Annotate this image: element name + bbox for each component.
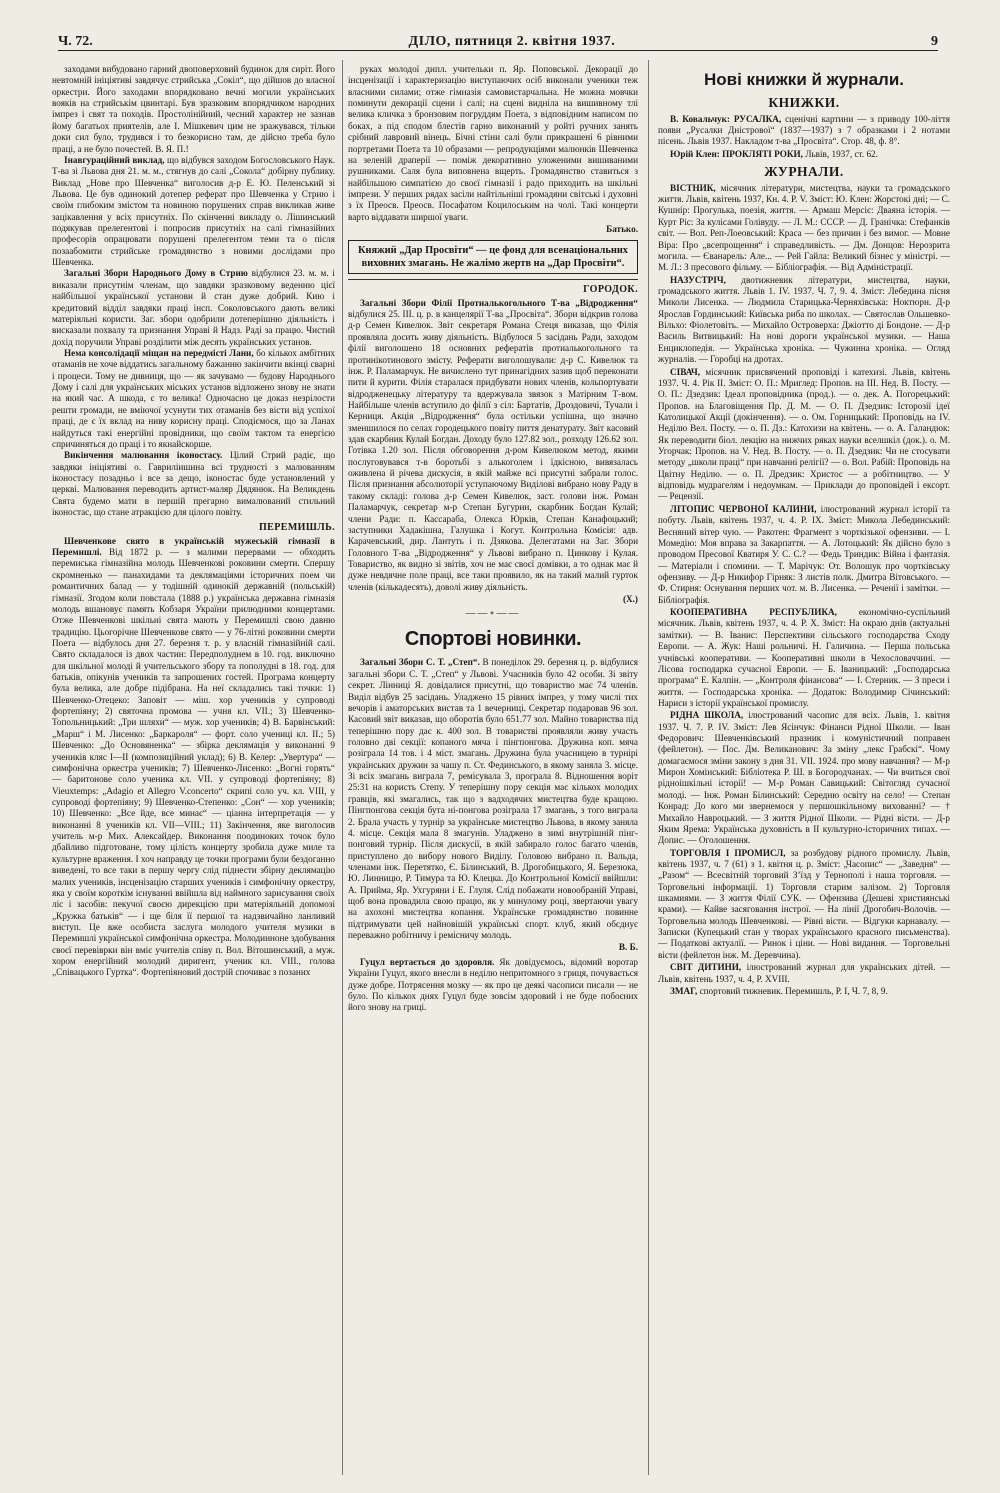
article-paragraph: [348, 957, 638, 1014]
article-lead: Загальні Збори Філії Протиалькогольного Т-ва „Відродження“: [360, 297, 638, 308]
entry-title: НАЗУСТРІЧ,: [670, 274, 726, 285]
entry-title: Юрій Клен: ПРОКЛЯТІ РОКИ,: [670, 148, 803, 159]
article-paragraph: [52, 348, 335, 450]
article-paragraph: [52, 536, 335, 979]
section-heading: ПЕРЕМИШЛЬ.: [259, 522, 335, 534]
books-heading: КНИЖКИ.: [768, 94, 840, 110]
entry-title: В. Ковальчук: РУСАЛКА,: [670, 113, 782, 124]
entry-description: ілюстрований журнал історії та побуту. Львів, квітень 1937, ч. 4. Р. IX. Зміст: Микола Лебединський: Весняний вітер чую. — Ракотен: Фрагмент з чорткізької офензиви. — І. Момедію: Моя вправа за Закарпаття. — А. Лотоцький: Як дійсно було з проводом Пресової Кватиря У. С. С.? — Федь Триндик: Війна і фантазія. — Матеріали і спомини. — Т. Марічук: От. Волошук про чортківську офензиву. — Д-р Никифор Гірняк: З листів полк. Дмитра Вітовського. — Ф. Стирня: Оснування перших чот. м. В. Лисенка. — Реченії і замітки. — Бібліографія.: [658, 503, 950, 605]
author-signature: Батько.: [606, 224, 638, 235]
catalog-entry: [658, 710, 950, 846]
issue-number: Ч. 72.: [58, 34, 93, 49]
article-text: відбулися 23. м. м. і виказали присутнім членам, що завдяки зразковому веденню цієї найбільшої української установи й стан дуже добрий. Кию і кредитовий відділ завдяки праці інсп. Соколовського дають великі матеріяльні користи. Заг. збори одобрили дотеперішню діяльність і висказали похвалу та признання Управі й Надз. Раді за працю. Чистий дохід поручили Управі розділити між десять українських установ.: [52, 268, 335, 347]
catalog-entry: [658, 607, 950, 709]
article-text: що відбувся заходом Богословського Наук. Т-ва зі Львова дня 21. м. м., стягнув до салі „Сокола“ добірну публику. Виклад „Нове про Шевченка“ виголосив д-р Е. Ю. Пеленський зі Львова. Це був одинокий дотепер реферат про Шевченка у Стрию і своїм глибоким змістом та новиною порушених справ викликав живе зацікавлення у всіх присутніх. По скінченні викладу о. Лішинський подякував прелегентові і попросив присутніх на салі гімназійних професорів опрацювати порушені прелегентом теми та о після позаабомити стрийське громадянство з новими дослідами про Шевченка.: [52, 154, 335, 268]
article-lead: Інавгураційний виклад,: [64, 154, 165, 165]
article-lead: Викінчення малювання іконостасу.: [64, 450, 223, 461]
entry-description: ілюстрований часопис для всіх. Львів, 1. квітня 1937. Ч. 7. Р. IV. Зміст: Лев Ясінчук: Фінанси Рідної Школи. — Іван Федорович: Шевченківський празник і комуністичний поправен (фейлетон). — Пос. Дм. Великанович: За зміну „лекс Грабскі“. Чому домагаємося зміни закону з дня 31. VII. 1924. про мову навчання? — М-р Мирон Хомінський: Бібліотека Р. Ш. в Богородчанах. — Чи вчиться свої рідноішкільні історії! — М-р Роман Савицький: Світогляд сучасної молоді. — Інж. Роман Білинський: Середню освіту на село! — Степан Конрад: До кого ми звернемося у першошкільному вихованні? — † Михайло Навроцький. — З життя Рідної Школи. — Рідні вісти. — Д-р Яким Ярема: Українська духовність в II культурно-історичних типах. — Допис. — Оголошення.: [658, 710, 950, 846]
article-text: відбулися 25. ІІІ. ц. р. в канцелярії Т-ва „Просвіта“. Збори відкрив голова д-р Семен Кивелюк. Звіт секретаря Романа Стеця виказав, що Філія проявляла досить живу діяльність. Відбулося 5 засідань Ради, заходом філії виголошено 18 основних рефератів протиалькогольного та протинікотинового змісту. Реферати виголошували: д-р С. Кивелюк та інж. Р. Паламарчук. Не вичислено тут принагідних зазив щоб переконати пити й курити. Філія старалася придбувати нових членів, кольпортувати відродженецьку літературу та вдержувала звязок з Матірним Т-вом. Найбільше членів вступило до філії з сіл: Бартатів, Дроздовичі, Тучали і Керниця. Акція „Відродження“ була остільки успішна, що значно зменшилося по селах городецького повіту пиття денатурату. Звіт касовий здав скарбник Кулай Богдан. Доходу було 127.82 зол., розходу 126.62 зол. Готівка 1.20 зол. Після обговорення д-ром Кивелюком метод, якими послуговувався т-в боротьбі з алькоголем і їдкісною, вивязалась оживлена й річева дискусія, в якій майже всі присутні забрали голос. Після признання абсолюторії уступаючому Виділові вибрано нову Раду в такому складі: голова д-р Семен Кивелюк, заст. голови інж. Роман Паламарчук, секретар м-р Степан Бугурин, скарбник Богдан Кулай; члени Ради: п. Кассараба, Олекса Юрків, Степан Канафоцький; заступники Хадакішна, Галушка і Когут. Контрольна Комісія: адв. Карачевський, дир. Лантуть і п. Дзякова. Делегатами на Заг. Збори Головного Т-ва „Відродження“ у Львові вибрано п. Цинкову і Кулая. Товариство, як видно зі звітів, хоч не має своєї домівки, а то однак має й дуже невдячне поле праці, все таки проявило, як на такий малий гурток членів (кількадесять), доволі живу діяльність.: [348, 309, 638, 592]
column-3: [658, 64, 950, 1474]
page-header: [58, 30, 938, 51]
article-paragraph: руках молодої дипл. учительки п. Яр. Поповської. Декорації до інсценізації і характеризацію виступаючих осіб виконали ученики теж власними силами; отже гімназія самовистарчальна. Не можна мовчки поминути декорації сцени і салі; на сцені видніла на вишивному тлі велика кличка з бронзовим погруддям Поета, з відповідним написом по боках, а під сподом блестів гарно виконаний у ройті ручних занять срібний лавровий вінець. Бічні стіни салі були прикрашені 6 рівними портретами Поета та 10 образами — репродукціями малюнків Шевченка на зеленій драперії — поміж декоративно уложеними вишиваними рушниками. Саля була виповнена вщерть. Громадянство ставиться з найбільшою симпатією до своєї гімназії і радо приходить на шкільні імпрези. У перших рядах засіли найтільніші громадяни світські і духовні з їх Преосв. Преосв. Посафатом Коцилоським на чолі. Такі концерти варто віддавати ширшої уваги.: [348, 64, 638, 222]
page-number: 9: [930, 34, 938, 49]
article-lead: Загальні Збори Народнього Дому в Стрию: [64, 268, 248, 279]
entry-description: двотижневик літератури, мистецтва, науки, громадського життя. Львів 1. IV. 1937. Ч. 7, 9. 4. Зміст: Лебедина пісня Миколи Лисенка. — Людмила Старицька-Черняхівська: Ноктюрн. Д-р Ярослав Гординський: Київська риба по школах. — Святослав Ольшевко-Вільхо: Фіолетовіть. — Михайло Островерха: Джіотто ді Бондоне. — Д-р Василь Витвицький: На нові дороги української музики. — Наша Енциклопедія. — Українська хроніка. — Чужинна хроніка. — Огляд журналів. — Горобці на дротах.: [658, 274, 950, 365]
journals-list: [658, 183, 950, 998]
catalog-entry: [658, 367, 950, 503]
entry-title: КООПЕРАТИВНА РЕСПУБЛИКА,: [670, 607, 837, 618]
article-paragraph: [348, 298, 638, 593]
entry-description: місячник літератури, мистецтва, науки та громадського життя. Львів, квітень 1937, Кн. 4. Р. V. Зміст: Ю. Клен: Жорстокі дні; — С. Кушнір: Прогулька, поезія, життя. — Армаш Мерсіє: Дваяна історія. — Курт Ріс: За кулісами Голівуду. — Л. М.: СССР. — Д. Гранічка: Стефанків світ. — Вол. Реп-Лоеовський: Краса — без причин і без вимог. — Мовне Віра: Про „всепрощення“ і справедливість. — Дм. Донцов: Нерозрита могила. — Єванарель: Але... — Рей Гайла: Великий бізнес у міністрі. — М. Л.: З пресового фільму. — Бібліографія. — Від Адміністрації.: [658, 182, 950, 273]
entry-description: економічно-суспільний місячник. Львів, квітень 1937, ч. 4. Р. Х. Зміст: На окраю днів (актуальні замітки). — В. Іванис: Перспективи сільського господарства Сходу Европи. — А. Жук: Наші рольничі. Н. Галичина. — Перша польська учнівські кооперативи. — Кооперативні школи в Чехословаччині. — Лісова господарка сучасної Европи. — Б. Іваницький: „Господарська програма“ Е. Калпін. — „Контроля фінансова“ — І. Стерник. — З преси і життя. — Господарська хроніка. — Додаток: Володимир Січинський: Нариси з історії української промислу.: [658, 607, 950, 708]
divider: [348, 279, 638, 280]
column-2: [348, 64, 638, 1474]
article-text: Від 1872 р. — з малими перервами — обходить перемиська гімназійна молодь Шевченкові роковини смерти. Спершу скромненько — панахидами та деклямаціями історичних поем чи романтичних балад — у тодішній одинокій державній (польській) гімназії. Згодом коли повстала (1888 р.) українська державна гімназія молодь вшановує память Кобзаря України прилюдними концертами. Отже Шевченкові шкільні свята мають у Перемишлі свою давню традицію. Цьогорічне Шевченкове свято — у 76-літні роковини смерти Поета — відбулось дня 27. березня т. р. у власній гімназійній салі. Свято складалося із двох частин: Передполуднем в 10. год. виключно для шкільної молоді й учительського збору та пополудні в 18. год. для батьків, опікунів учеників та запрошених гостей. Програма концерту була велика, але добре підібрана. На неї складались такі точки: 1) Шевченко-Отецеко: Заповіт — міш. хор учеників у супроводі фортепіяну; 2) святочна промова — учня кл. VII.; 3) Шевченко-Топольницький: „Три шляхи“ — муж. хор учеників; 4) В. Барвінський: „Марш“ і М. Лисенко: „Баркароля“ — форт. соло учениці кл. II.; 5) Шевченко: „До Основяненка“ — збірка деклямація у виконанні 9 учеників кляс I—II (композиційний уклад); 6) В. Келер: „Увертура“ — симфонічна оркестра учеників; 7) Шевченко-Лисенко: „Вогні горять“ — баритонове соло ученика кл. VII. у супроводі фортепіяну; 8) Vieuxtemps: „Adagio et Allegro V.concerto“ скрипі соло уч. кл. VIII, у супроводі фортепіяну; 9) Шевченко-Степенко: „Сон“ — хор учеників; 10) Шевченко: „Все йде, все минає“ — ціанна інтерпретація — у виконанні 8 учеників кл. VII—VIII.; 11) Закінчення, яке виголосив учитель м-р Мих. Алексайдер. Виконання поодиноких точок було дбайливо підготоване, тому цілість концерту зробила дуже миле та культурне враження. І хоч направду це точки програми були бездоганно виведені, то все таки в першу чергу слід піднести збірну деклямацію малих учеників, інсценізацію старших учеників і симфонічну оркестру, яка у своїм короткім існуванні ввійшла від наймного зарисування своїх ліс і засобів: пекучої своєю дирекцією при матеріяльній допомозі „Кружка батьків“ — і ще біля її першої та надзвичайно ланливий виступ. Це вже особиста заслуга молодого учителя музики в Перемишлі української симфонічна оркестра. Молодинноне здобування своєї перевіврки він вміє учителів співу п. Вол. Вітошинський, а муж. хором енергійний молодий диригент, ученик кл. VIII., голова „Співацького Гуртка“. Фортепіяновий дострій спочиває з позаних: [52, 547, 335, 978]
ornament-divider: ——∘——: [465, 608, 521, 620]
catalog-entry: [658, 183, 950, 274]
appeal-box: Княжий „Дар Просвіти“ — це фонд для всенаціональних виховних змагань. Не жалімо жертв на „Дар Просвіти“.: [348, 240, 638, 274]
section-title: Нові книжки й журнали.: [703, 70, 905, 89]
article-paragraph: [52, 155, 335, 269]
column-1: [52, 64, 335, 1474]
catalog-entry: [658, 114, 950, 148]
masthead-date: ДІЛО, пятниця 2. квітня 1937.: [408, 34, 616, 49]
article-text: Цілий Стрий радіє, що завдяки ініціятиві о. Гавриліишина всі трудності з малюванням іконостасу позадньо і все за дещо, іконостас буде установлений у церкві. Малювання переводить артист-маляр Дядянюк. На Великдень Свята будемо мати в першій прегарно вималюваний стильний іконостас, що стане атракцією для цілого повіту.: [52, 450, 335, 518]
entry-title: СІВАЧ,: [670, 366, 701, 377]
article-lead: Шевченкове свято в українській мужеській гімназії в Перемишлі.: [52, 535, 335, 558]
entry-title: ТОРГОВЛЯ І ПРОМИСЛ,: [670, 847, 786, 858]
entry-description: Львів, 1937, ст. 62.: [802, 148, 878, 159]
entry-description: місячник присвячений проповіді і катехизі. Львів, квітень 1937. Ч. 4. Рік ІІ. Зміст: О. П.: Мриглед: Пропов. на ІІІ. Нед. В. Посту. — О. П.: Дзедзик: Ідеал проповідника (прод.). — о. дек. А. Погорецький: Пропов. на Благовіщення Пр. Д. М. — О. П. Дзедзик: Історозії ідеї Католицької Акції (докінчення). — о. Ом. Горницький: Проповідь на IV. Неділю Вел. Посту. — о. П. Дз.: Катохизи на квітень. — о. А. Галандюк: Як переводити біол. лекцію на нижчих ряках науки вселшкіл (док.). о. М. Угорчак: Пропов. на V. Нед. В. Посту. — о. П. Дзедзик: Чи не стосувати методу „школи праці“ при навчанні релігії? — о. Вол. Рабій: Проповідь на Цвітну Неділю. — о. П. Дредзик: Христос — а робітництво. — У відповідь мудрагелям і недоумкам. — Приклади до проповідей і ексорт. — Рецензії.: [658, 366, 950, 502]
books-list: [658, 114, 950, 160]
entry-title: ЗМАГ,: [670, 985, 698, 996]
entry-description: спортовий тижневик. Перемишль, Р. І, Ч. 7, 8, 9.: [697, 985, 888, 996]
sports-heading: Спортові новинки.: [404, 627, 582, 650]
article-text: В понеділок 29. березня ц. р. відбулися загальні збори С. Т. „Степ“ у Львові. Учасників було 42 особи. Зі звіту секрет. Лінниці Я. довідалися присутні, що товариство має 74 членів. Виділ відбув 25 засідань. Уладжено 15 рівних імпрез, у тому числі тих вечорів і аматорських вистав та 1 вечерниці. Секретар подаровав 96 зол. Касовий звіт виказав, що оборотів було 651.77 зол. Майно товариства під теперішню пору дає к. 400 зол. В товаристві проявляли живу участь головно дві секції: копаного мяча і пінгпонгова. Дружина коп. мяча розіграла 14 тов. і 4 міст. змагань. Дружина була учасницею в турнірі українських дружин за чашу п. Ст. Фединського, в якому заняла 3. місце. Зі всіх змагань виграла 7, ремісувала 3, програла 8. Відношення воріт 25:31 на користь Степу. У теперішну пору секція має кількох молодих гравців, які змагались, так що з вадходячих мистецтва буде кращою. Пінгпонгова секція бута ні-понгова розіграла 17 змагань, з того виграла 2. Брала участь у турнір за українське мистецтво Львова, в якому заняла 4. місце. Секція мала 8 змагунів. Уладжено в зимі внутрішній пінг-понговий турнір. Після дискусії, в якій забирало голос багато членів, приступлено до вибору нового Виділу. Головою вибрано п. Вальда, членами інж. Перетятко, Є. Білинський, В. Дрогобицького, Я. Березюка, Ю. Линницю, Р. Тимура та Ю. Клецка. До Контрольної Комісії ввійшли: А. Прийма, Яр. Ухгуряни і Е. Глуля. Слід побажати новообраній Управі, щоб вона провадила свою працю, як у минулому році, звертаючи увагу на ахохоні мистецтва копання. Українське громадянство повинне підтримувати цей найновішій українські спорт. клуб, який обєднує переважно робітничу і ремісничу молодь.: [348, 657, 638, 941]
article-lead: Нема консолідації міщан на передмісті Лани,: [64, 347, 254, 358]
author-signature: (Х.): [622, 594, 638, 605]
article-paragraph: заходами вибудовано гарний двоповерховий будинок для сиріт. Його невтомній ініціятиві завдячує стрийська „Сокіл“, що дійшов до власної оркестри. Його заходами впорядковано вечні могили українських вояків на стрийськім цвинтарі. Був зразковим впорядчиком народних імпрез і свят та походів. Простолінійний, чесний характер не зазнав йому багатьох приятелів, але І. Мішкевич цим не зражувався, тільки доки сил було, трудився і то безкорисно там, де дійсно треба було праці, а не було почестей. В. Я. П.!: [52, 64, 335, 154]
catalog-entry: [658, 275, 950, 366]
catalog-entry: [658, 848, 950, 962]
catalog-entry: [658, 986, 950, 997]
article-text: бо кількох амбітних отаманів не хоче віддатись загальному бажанню закінчити вкінці сварні і процеси. Тому не дивниця, що — як зачувамо — будову Народнього Дому і салі для українських міських установ відложено знову не знати на який час. А шкода, є то велика! Одночасно це доказ незрілости решти громади, не вміючої усунути тих отаманів без вісти від успіхої праці, де є їх вклад на ниву корисну праці. Сподіємося, що за Ланах найдуться такі енергійні провідники, що своїм тактом та енергією спричиняться до праці і то якнайскорше.: [52, 347, 335, 449]
entry-title: РІДНА ШКОЛА,: [670, 710, 744, 721]
entry-description: ілюстрований журнал для українських дітей. — Львів, квітень 1937, ч. 4, Р. XVIII.: [658, 962, 950, 984]
article-lead: Загальні Збори С. Т. „Степ“.: [360, 657, 480, 668]
entry-description: сценічні картини — з приводу 100-ліття появи „Русалки Дністрової“ (1837—1937) з 7 образками і 2 нотами пісень. Львів 1937. Накладом т-ва „Просвіта“. Стор. 48, ф. 8°.: [658, 113, 950, 147]
entry-title: ВІСТНИК,: [670, 182, 716, 193]
article-paragraph: [52, 450, 335, 518]
article-text: Як довідуємось, відомий воротар України Гуцул, якого внесли в неділю непритомного з гриця, почувається дуже добре. Потрясення мозку — як про це деякі часописи писали — не було. По кількох днях Гуцул буде зовсім здоровий і не буде побоєних його знову на гриці.: [348, 956, 638, 1013]
catalog-entry: [658, 149, 950, 160]
catalog-entry: [658, 962, 950, 985]
article-paragraph: [348, 657, 638, 941]
column-divider: [342, 60, 343, 1475]
entry-description: за розбудову рідного промислу. Львів, квітень 1937, ч. 7 (61) з 1. квітня ц. р. Зміст: „Часопис“ — „Заведня“ — „Разом“ — Всесвітній торговий З’їзд у Тернополі і наша торговля. — Торговельні інформації. 1) Торговля старим залізом. 2) Торговля шкамиями. — З життя Філії СУК. — Офензива (Дешеві християнські крами). — Кайве засяговання інстрої. — На лінії Дрогобич-Волочів. — Торговельна молодь Шевченкові. — Рівні вісти. — Відгуки карнавалу. — Записки (Купецький стан у творах українського красного письменства). — Податкові актуалії. — Ринок і ціни. — Нові видання. — Торговельні вісти (фейлетон інж. М. Деревчина).: [658, 847, 950, 960]
article-paragraph: [52, 268, 335, 348]
entry-title: СВІТ ДИТИНИ,: [670, 962, 742, 973]
catalog-entry: [658, 504, 950, 606]
journals-heading: ЖУРНАЛИ.: [764, 164, 844, 180]
article-lead: Гуцул вертається до здоровля.: [360, 956, 495, 967]
entry-title: ЛІТОПИС ЧЕРВОНОЇ КАЛИНИ,: [670, 503, 817, 514]
column-divider: [648, 60, 649, 1475]
author-signature: В. Б.: [618, 942, 638, 953]
section-heading: ГОРОДОК.: [583, 284, 638, 296]
